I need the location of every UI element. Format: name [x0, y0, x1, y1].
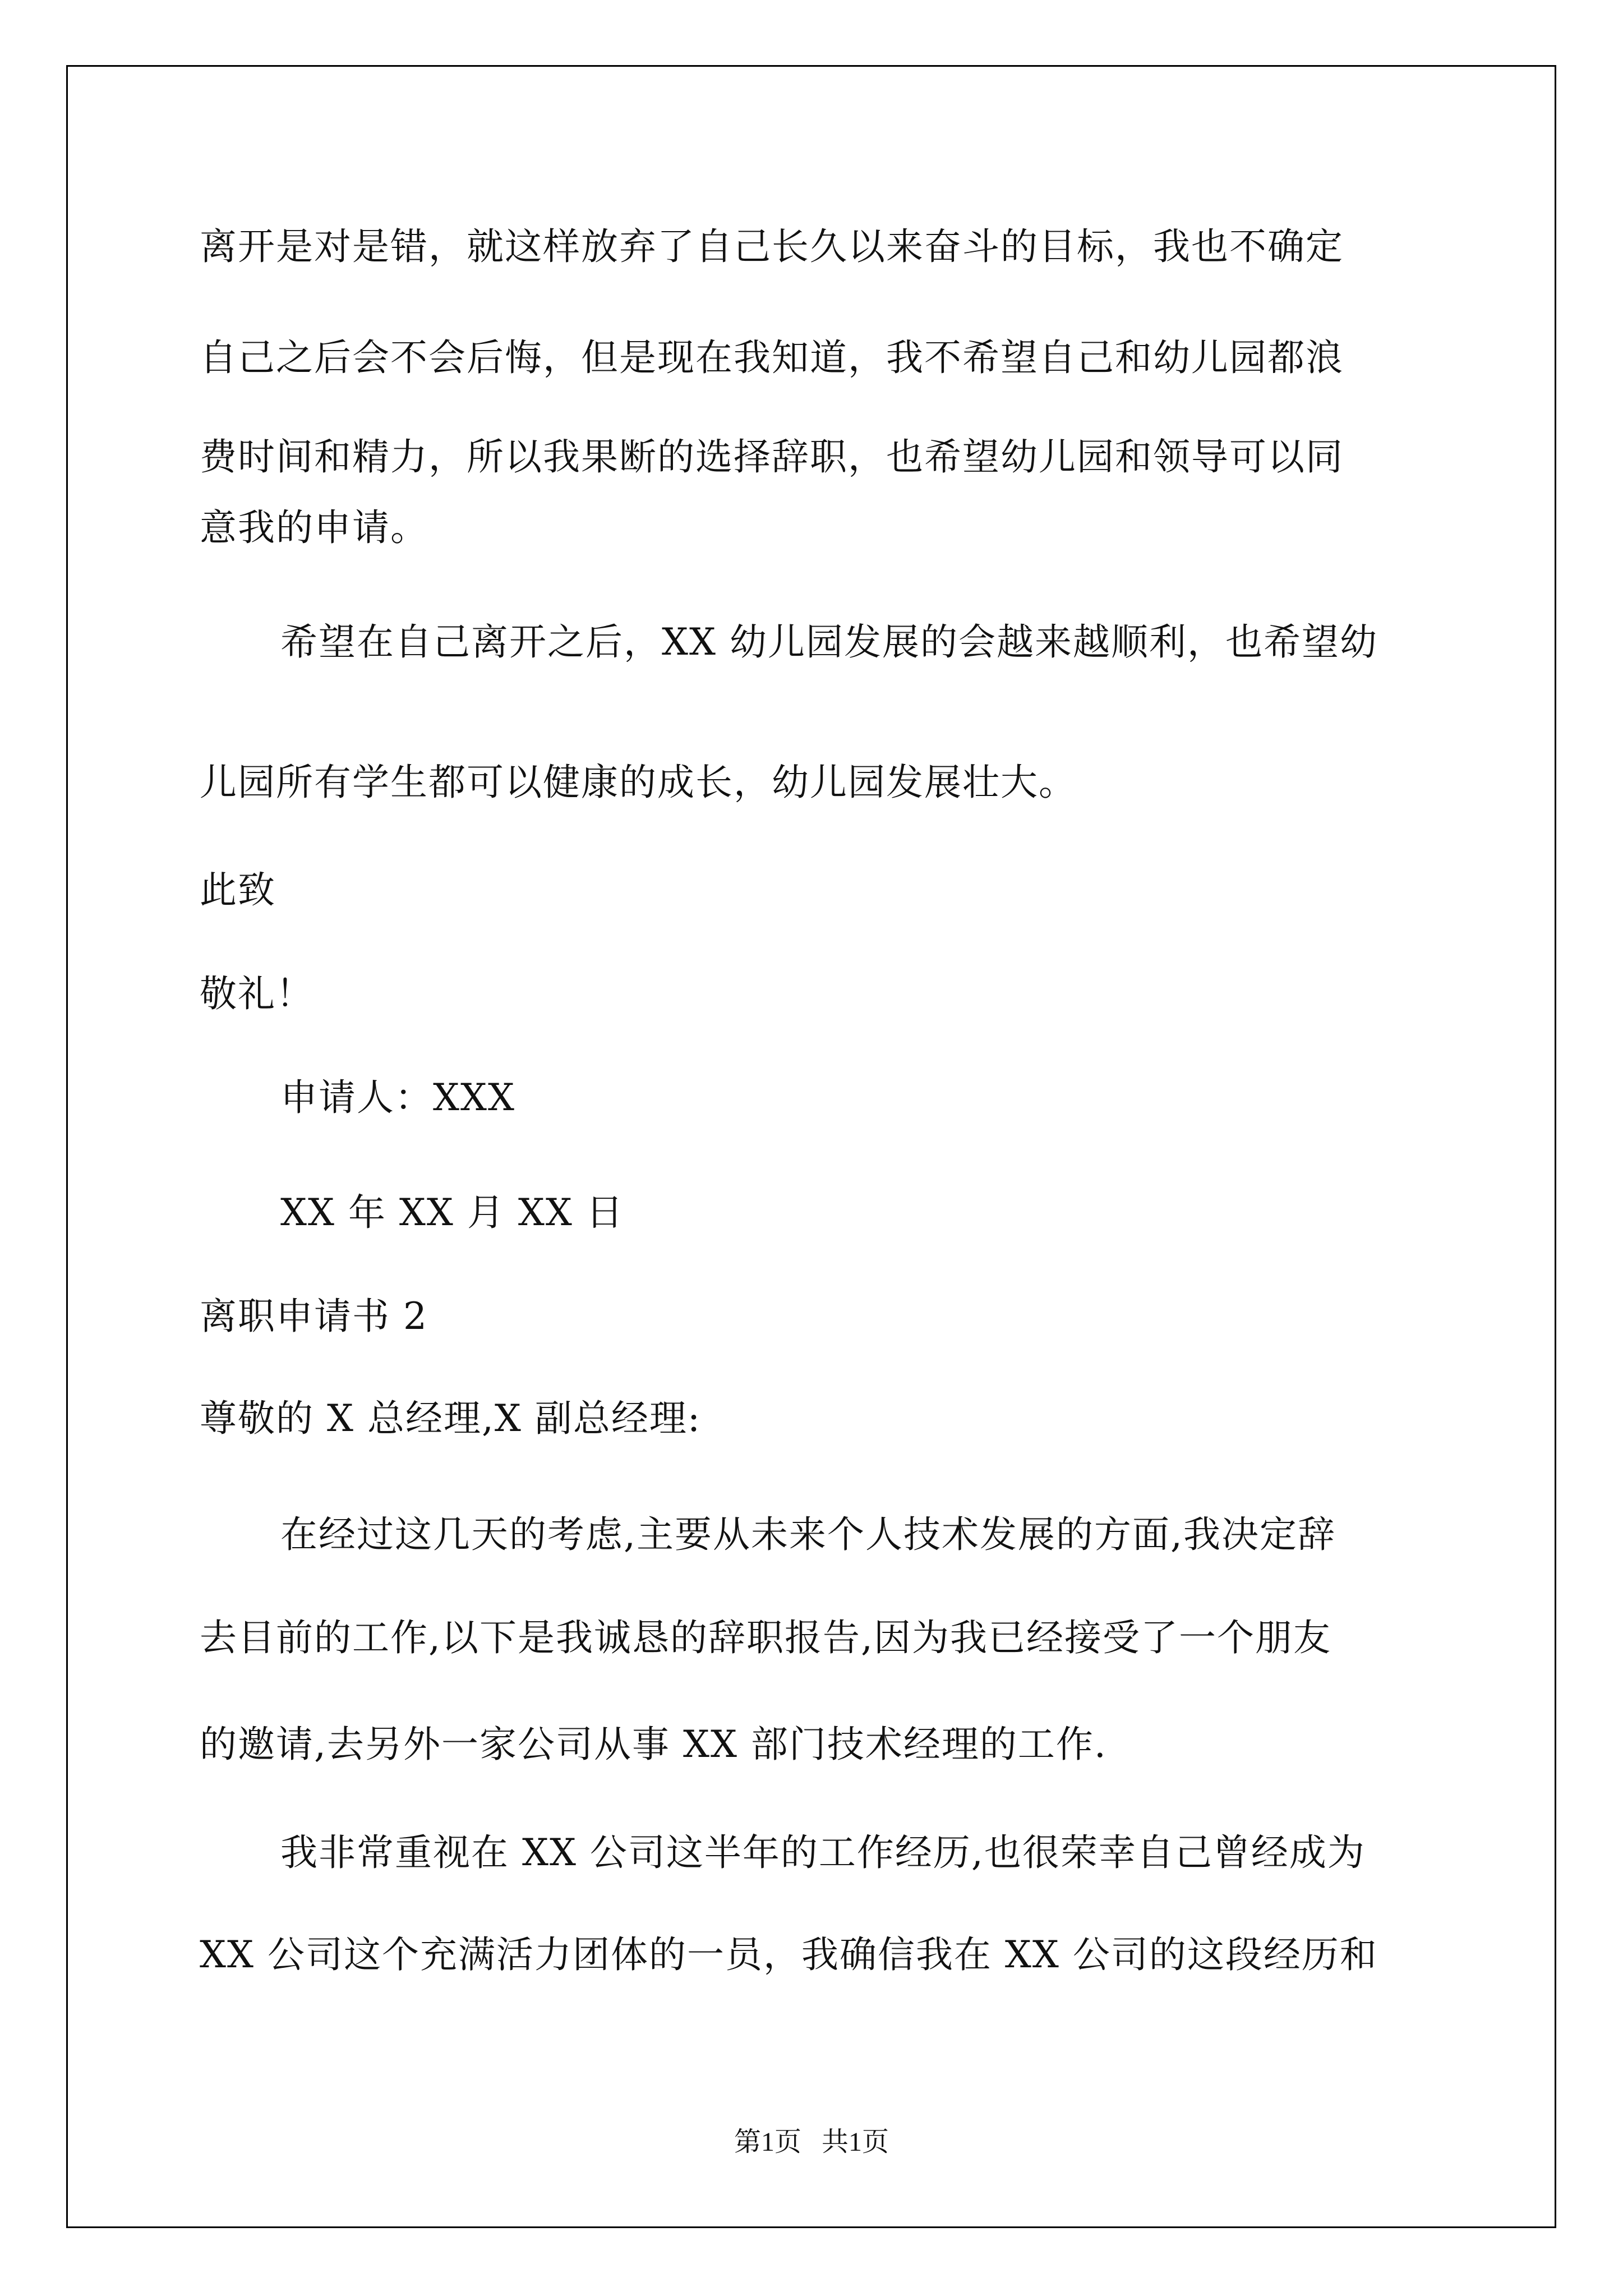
body-line-9: 的邀请,去另外一家公司从事 XX 部门技术经理的工作.	[200, 1723, 1107, 1766]
applicant-signature: 申请人：XXX	[280, 1076, 515, 1119]
body-line-4: 意我的申请。	[200, 506, 428, 549]
section-title: 离职申请书 2	[200, 1295, 428, 1338]
closing-phrase: 此致	[200, 868, 276, 912]
body-line-11: XX 公司这个充满活力团体的一员，我确信我在 XX 公司的这段经历和	[200, 1933, 1378, 1976]
letter-greeting: 尊敬的 X 总经理,X 副总经理:	[200, 1397, 702, 1440]
page-border	[66, 65, 1556, 2228]
body-line-1: 离开是对是错，就这样放弃了自己长久以来奋斗的目标，我也不确定	[200, 225, 1344, 268]
body-line-2: 自己之后会不会后悔，但是现在我知道，我不希望自己和幼儿园都浪	[200, 336, 1344, 379]
body-line-10: 我非常重视在 XX 公司这半年的工作经历,也很荣幸自己曾经成为	[280, 1831, 1366, 1874]
body-line-7: 在经过这几天的考虑,主要从未来个人技术发展的方面,我决定辞	[280, 1513, 1336, 1556]
body-line-8: 去目前的工作,以下是我诚恳的辞职报告,因为我已经接受了一个朋友	[200, 1616, 1331, 1659]
page-footer: 第1页 共1页	[734, 2127, 889, 2157]
signature-date: XX 年 XX 月 XX 日	[280, 1191, 624, 1234]
body-line-6: 儿园所有学生都可以健康的成长，幼儿园发展壮大。	[200, 761, 1077, 804]
salutation: 敬礼！	[200, 972, 314, 1015]
body-line-3: 费时间和精力，所以我果断的选择辞职，也希望幼儿园和领导可以同	[200, 435, 1344, 478]
body-line-5: 希望在自己离开之后，XX 幼儿园发展的会越来越顺利，也希望幼	[280, 620, 1378, 664]
